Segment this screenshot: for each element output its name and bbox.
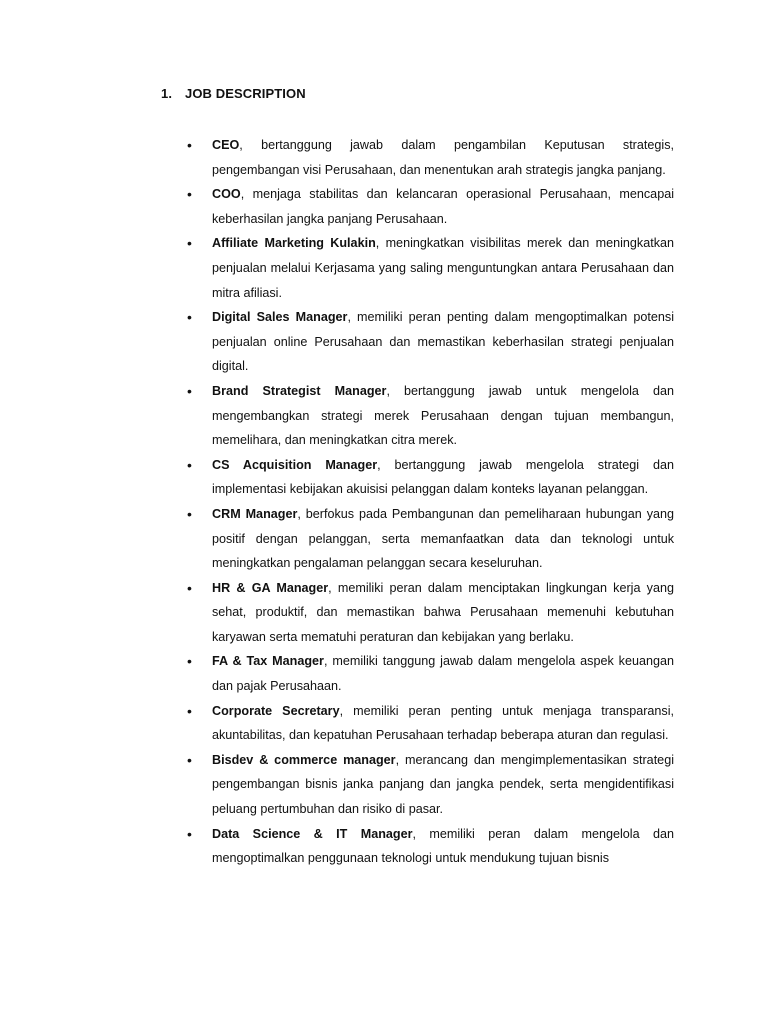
role-description: , memiliki peran penting dalam mengoptimalkan potensi penjualan online Perusahaan dan memastikan keberhasilan strategi penjualan digital. (212, 310, 674, 374)
list-item (185, 379, 674, 453)
role-description: , memiliki peran penting untuk menjaga transparansi, akuntabilitas, dan kepatuhan Perusahaan terhadap beberapa aturan dan regulasi. (212, 703, 674, 743)
role-title: FA & Tax Manager (212, 654, 324, 669)
role-description: , memiliki peran dalam menciptakan lingkungan kerja yang sehat, produktif, dan memastikan bahwa Perusahaan memenuhi kebutuhan karyawan serta mematuhi peraturan dan kebijakan yang berlaku. (212, 580, 674, 644)
role-description: , memiliki tanggung jawab dalam mengelola aspek keuangan dan pajak Perusahaan. (212, 654, 674, 694)
bullet-icon: • (187, 751, 192, 768)
job-description-list (185, 133, 674, 871)
role-description: , memiliki peran dalam mengelola dan mengoptimalkan penggunaan teknologi untuk mendukung tujuan bisnis (212, 826, 674, 866)
list-item (185, 305, 674, 379)
list-item (185, 133, 674, 182)
bullet-icon: • (187, 702, 192, 719)
list-item (185, 502, 674, 576)
role-description: , bertanggung jawab mengelola strategi dan implementasi kebijakan akuisisi pelanggan dalam konteks layanan pelanggan. (212, 457, 674, 497)
bullet-icon: • (187, 137, 192, 153)
role-title: CS Acquisition Manager (212, 457, 378, 472)
role-description: , meningkatkan visibilitas merek dan meningkatkan penjualan melalui Kerjasama yang saling menguntungkan antara Perusahaan dan mitra afiliasi. (212, 236, 674, 300)
bullet-icon: • (187, 825, 192, 842)
role-title: Affiliate Marketing Kulakin (212, 236, 376, 251)
role-description: , bertanggung jawab untuk mengelola dan mengembangkan strategi merek Perusahaan dengan tujuan membangun, memelihara, dan meningkatkan citra merek. (212, 383, 674, 448)
role-description: , berfokus pada Pembangunan dan pemeliharaan hubungan yang positif dengan pelanggan, serta memanfaatkan data dan teknologi untuk meningkatkan pengalaman pelanggan secara keseluruhan. (212, 506, 674, 571)
bullet-icon: • (187, 186, 192, 203)
role-title: Data Science & IT Manager (212, 826, 413, 841)
bullet-icon: • (187, 505, 192, 522)
section-title: JOB DESCRIPTION (185, 86, 306, 101)
list-item (185, 453, 674, 502)
bullet-icon: • (187, 579, 192, 596)
bullet-icon: • (187, 309, 192, 326)
role-title: COO (212, 187, 241, 202)
role-description: , bertanggung jawab dalam pengambilan Keputusan strategis, pengembangan visi Perusahaan, dan menentukan arah strategis jangka panjang. (212, 138, 674, 177)
bullet-icon: • (187, 382, 192, 399)
section-number: 1. (161, 86, 173, 101)
role-title: HR & GA Manager (212, 580, 329, 595)
section-heading (161, 86, 306, 101)
list-item (185, 576, 674, 650)
role-title: CRM Manager (212, 506, 298, 521)
role-title: Brand Strategist Manager (212, 383, 387, 398)
list-item (185, 182, 674, 231)
list-item (185, 748, 674, 822)
list-item (185, 822, 674, 871)
role-description: , merancang dan mengimplementasikan strategi pengembangan bisnis janka panjang dan jangka pendek, serta mengidentifikasi peluang pertumbuhan dan risiko di pasar. (212, 752, 674, 817)
list-item (185, 649, 674, 698)
role-title: Bisdev & commerce manager (212, 752, 396, 767)
list-item (185, 231, 674, 305)
bullet-icon: • (187, 653, 192, 670)
role-description: , menjaga stabilitas dan kelancaran operasional Perusahaan, mencapai keberhasilan jangka panjang Perusahaan. (212, 187, 674, 226)
list-item (185, 699, 674, 748)
role-title: Corporate Secretary (212, 703, 340, 718)
role-title: Digital Sales Manager (212, 310, 348, 325)
role-title: CEO (212, 138, 240, 152)
bullet-icon: • (187, 235, 192, 252)
bullet-icon: • (187, 456, 192, 473)
